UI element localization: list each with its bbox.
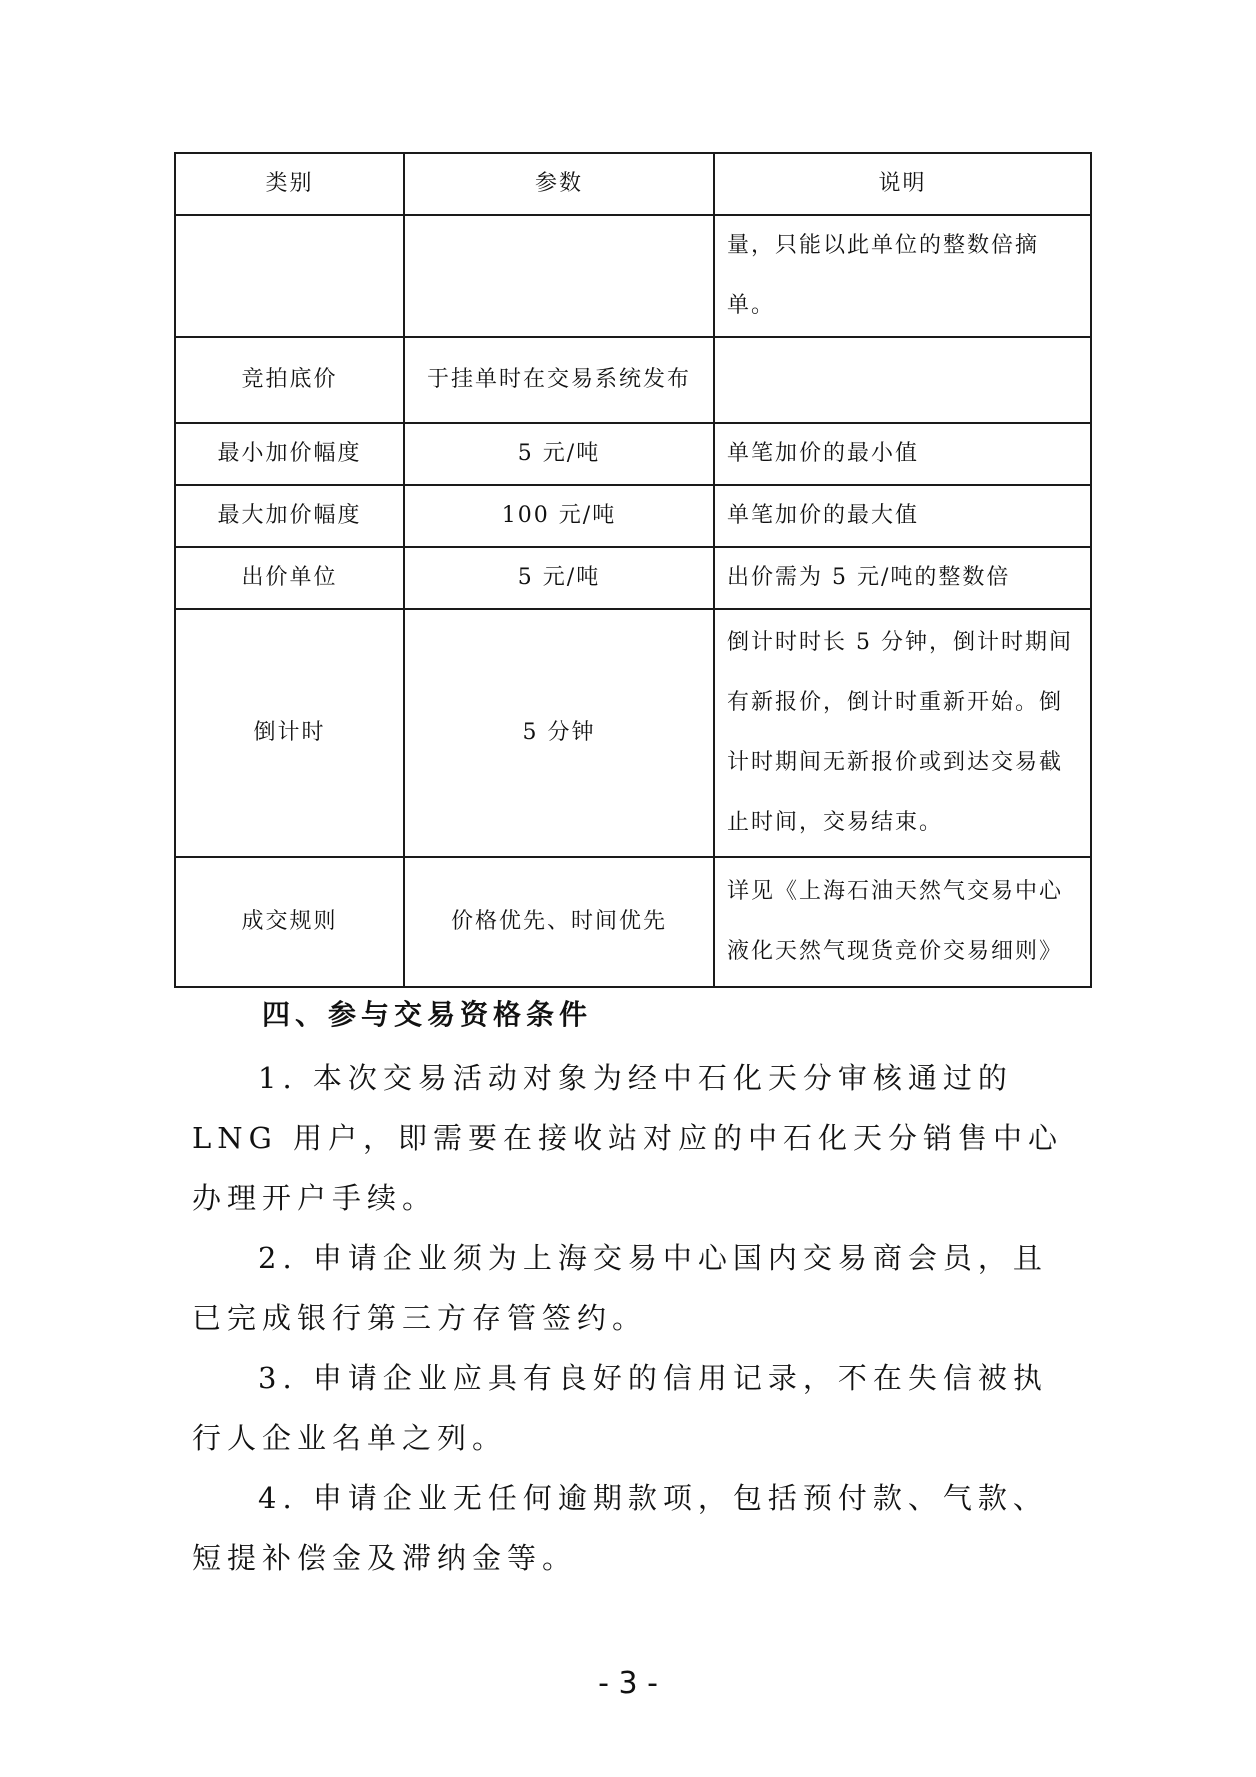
cell-description: 单笔加价的最小值 (714, 423, 1091, 485)
cell-description: 出价需为 5 元/吨的整数倍 (714, 547, 1091, 609)
table-row (175, 215, 1091, 337)
cell-parameter: 5 元/吨 (404, 423, 714, 485)
cell-category: 倒计时 (175, 609, 404, 857)
cell-description: 倒计时时长 5 分钟，倒计时期间有新报价，倒计时重新开始。倒计时期间无新报价或到达交易截止时间，交易结束。 (714, 609, 1091, 857)
cell-description: 量，只能以此单位的整数倍摘单。 (714, 215, 1091, 337)
cell-parameter: 价格优先、时间优先 (404, 857, 714, 987)
cell-description (714, 337, 1091, 423)
header-parameter: 参数 (404, 153, 714, 215)
cell-description: 单笔加价的最大值 (714, 485, 1091, 547)
cell-category: 最小加价幅度 (175, 423, 404, 485)
cell-category: 最大加价幅度 (175, 485, 404, 547)
cell-parameter: 5 元/吨 (404, 547, 714, 609)
cell-description: 详见《上海石油天然气交易中心液化天然气现货竞价交易细则》 (714, 857, 1091, 987)
page-number: - 3 - (598, 1666, 658, 1701)
table-row (175, 423, 1091, 485)
cell-parameter: 于挂单时在交易系统发布 (404, 337, 714, 423)
section-heading: 四、参与交易资格条件 (262, 998, 593, 1031)
table-row (175, 337, 1091, 423)
cell-category: 出价单位 (175, 547, 404, 609)
cell-parameter (404, 215, 714, 337)
header-category: 类别 (175, 153, 404, 215)
cell-category: 成交规则 (175, 857, 404, 987)
cell-parameter: 5 分钟 (404, 609, 714, 857)
table-header-row (175, 153, 1091, 215)
paragraph-4: 4. 申请企业无任何逾期款项，包括预付款、气款、短提补偿金及滞纳金等。 (192, 1481, 1048, 1575)
table-row (175, 609, 1091, 857)
parameters-table (174, 152, 1092, 988)
cell-category (175, 215, 404, 337)
cell-category: 竞拍底价 (175, 337, 404, 423)
cell-parameter: 100 元/吨 (404, 485, 714, 547)
paragraph-3: 3. 申请企业应具有良好的信用记录，不在失信被执行人企业名单之列。 (192, 1361, 1048, 1455)
table-row (175, 547, 1091, 609)
table-row (175, 857, 1091, 987)
paragraph-1: 1. 本次交易活动对象为经中石化天分审核通过的 LNG 用户，即需要在接收站对应的中石化天分销售中心办理开户手续。 (192, 1061, 1064, 1215)
paragraph-2: 2. 申请企业须为上海交易中心国内交易商会员，且已完成银行第三方存管签约。 (192, 1241, 1048, 1335)
table-row (175, 485, 1091, 547)
header-description: 说明 (714, 153, 1091, 215)
